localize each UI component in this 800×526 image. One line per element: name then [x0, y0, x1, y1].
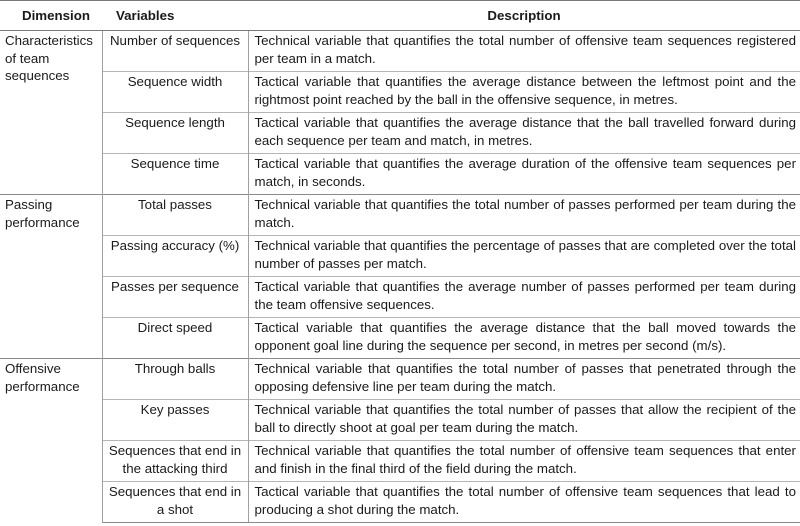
table-row	[0, 113, 800, 154]
table-row	[0, 400, 800, 441]
description-cell: Tactical variable that quantifies the average distance between the leftmost point and the rightmost point reached by the ball in the offensive sequence, in metres.	[248, 72, 800, 113]
description-cell: Tactical variable that quantifies the average duration of the offensive team sequences per match, in seconds.	[248, 154, 800, 195]
table-row	[0, 441, 800, 482]
variable-cell: Through balls	[102, 359, 248, 400]
description-cell: Technical variable that quantifies the total number of passes that allow the recipient of the ball to directly shoot at goal per team during the match.	[248, 400, 800, 441]
table-row	[0, 359, 800, 400]
dimension-cell: Passing performance	[0, 195, 102, 359]
table-row	[0, 318, 800, 359]
table-row	[0, 195, 800, 236]
variable-cell: Sequence width	[102, 72, 248, 113]
description-cell: Tactical variable that quantifies the total number of offensive team sequences that lead to producing a shot during the match.	[248, 482, 800, 523]
description-cell: Technical variable that quantifies the percentage of passes that are completed over the total number of passes per match.	[248, 236, 800, 277]
dimension-cell: Offensive performance	[0, 359, 102, 523]
table-row	[0, 482, 800, 523]
header-description: Description	[248, 1, 800, 31]
variable-cell: Passes per sequence	[102, 277, 248, 318]
variable-cell: Direct speed	[102, 318, 248, 359]
variable-cell: Sequences that end in the attacking third	[102, 441, 248, 482]
description-cell: Technical variable that quantifies the total number of offensive team sequences that enter and finish in the final third of the field during the match.	[248, 441, 800, 482]
variable-cell: Key passes	[102, 400, 248, 441]
variable-cell: Sequence time	[102, 154, 248, 195]
table-row	[0, 72, 800, 113]
description-cell: Tactical variable that quantifies the average number of passes performed per team during the team offensive sequences.	[248, 277, 800, 318]
variable-cell: Sequence length	[102, 113, 248, 154]
table-row	[0, 277, 800, 318]
description-cell: Tactical variable that quantifies the average distance that the ball travelled forward during each sequence per team and match, in metres.	[248, 113, 800, 154]
description-cell: Technical variable that quantifies the total number of passes that penetrated through the opposing defensive line per team during the match.	[248, 359, 800, 400]
header-variables: Variables	[102, 1, 248, 31]
description-cell: Technical variable that quantifies the total number of passes performed per team during the match.	[248, 195, 800, 236]
description-cell: Tactical variable that quantifies the average distance that the ball moved towards the opponent goal line during the sequence per second, in metres per second (m/s).	[248, 318, 800, 359]
description-cell: Technical variable that quantifies the total number of offensive team sequences registered per team in a match.	[248, 31, 800, 72]
variable-cell: Passing accuracy (%)	[102, 236, 248, 277]
variable-cell: Number of sequences	[102, 31, 248, 72]
table-row	[0, 31, 800, 72]
header-row	[0, 1, 800, 31]
dimension-cell: Characteristics of team sequences	[0, 31, 102, 195]
variable-cell: Total passes	[102, 195, 248, 236]
table-row	[0, 236, 800, 277]
variable-cell: Sequences that end in a shot	[102, 482, 248, 523]
table-row	[0, 154, 800, 195]
header-dimension: Dimension	[0, 1, 102, 31]
